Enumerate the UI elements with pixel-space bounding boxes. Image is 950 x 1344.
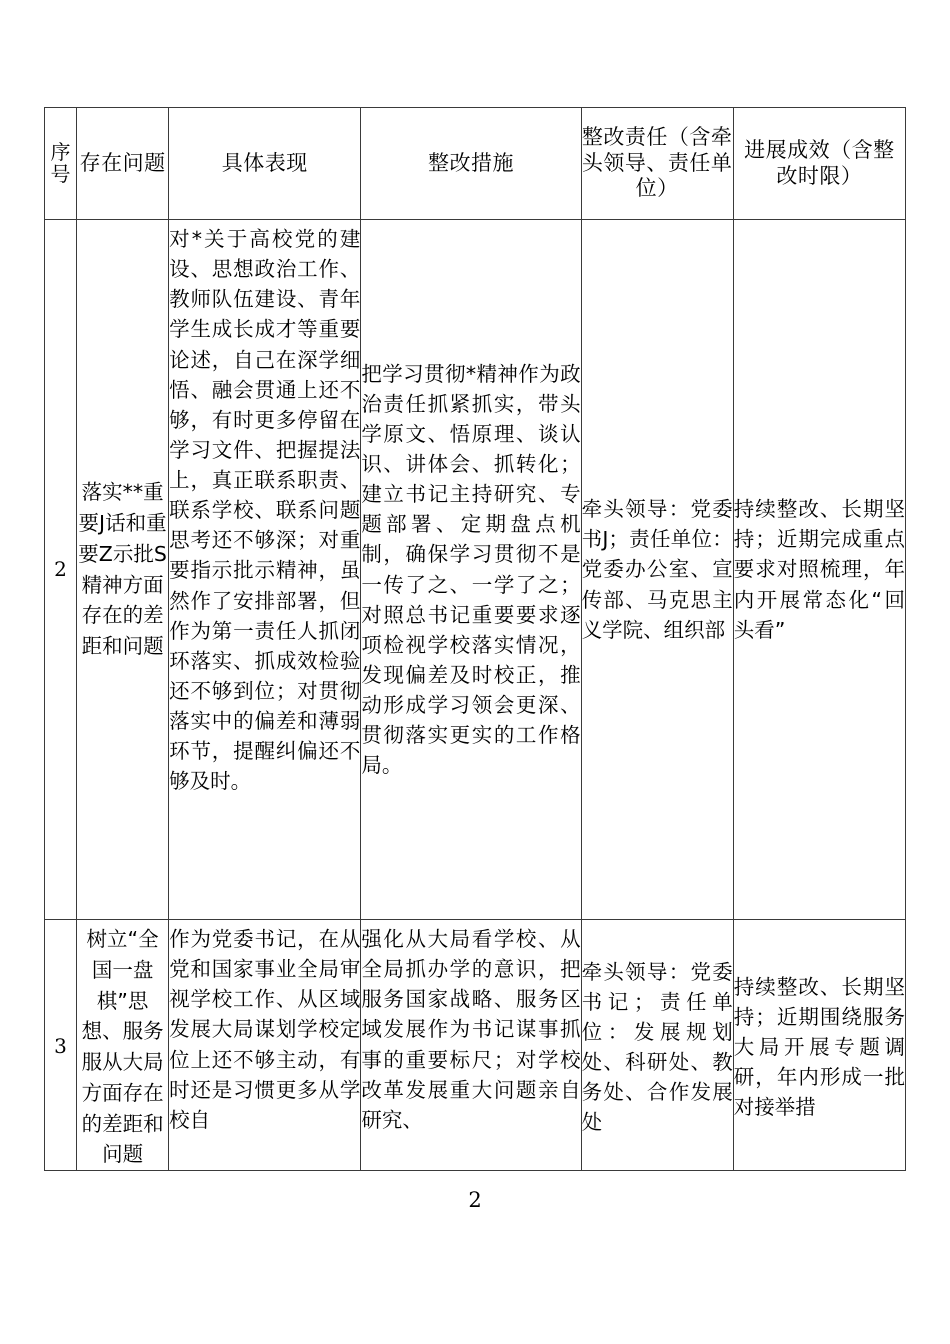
table-header-row	[45, 108, 906, 220]
row-measures: 强化从大局看学校、从全局抓办学的意识，把服务国家战略、服务区域发展作为书记谋事抓事的重要标尺；对学校改革发展重大问题亲自研究、	[361, 920, 581, 1171]
rectification-ledger-table-wrapper	[44, 107, 906, 1171]
column-header-manifestation: 具体表现	[169, 108, 361, 220]
row-responsibility: 牵头领导：党委书记；责任单位：发展规划处、科研处、教务处、合作发展处	[581, 920, 733, 1171]
table-row	[45, 920, 906, 1171]
rectification-ledger-table	[44, 107, 906, 1171]
column-header-sequence-label: 序号	[50, 139, 72, 186]
page-number: 2	[468, 1188, 482, 1212]
row-problem: 树立“全国一盘棋”思想、服务服从大局方面存在的差距和问题	[77, 920, 169, 1171]
column-header-problem: 存在问题	[77, 108, 169, 220]
row-measures: 把学习贯彻*精神作为政治责任抓紧抓实，带头学原文、悟原理、谈认识、讲体会、抓转化；建立书记主持研究、专题部署、定期盘点机制，确保学习贯彻不是一传了之、一学了之；对照总书记重要要求逐项检视学校落实情况，发现偏差及时校正，推动形成学习领会更深、贯彻落实更实的工作格局。	[361, 220, 581, 920]
row-sequence-number: 2	[45, 220, 77, 920]
column-header-responsibility: 整改责任（含牵头领导、责任单位）	[581, 108, 733, 220]
table-body	[45, 220, 906, 1171]
column-header-sequence	[45, 108, 77, 220]
row-responsibility: 牵头领导：党委书J；责任单位：党委办公室、宣传部、马克思主义学院、组织部	[581, 220, 733, 920]
table-header	[45, 108, 906, 220]
column-header-progress: 进展成效（含整改时限）	[733, 108, 905, 220]
row-sequence-number: 3	[45, 920, 77, 1171]
row-progress: 持续整改、长期坚持；近期围绕服务大局开展专题调研，年内形成一批对接举措	[733, 920, 905, 1171]
column-header-measures: 整改措施	[361, 108, 581, 220]
row-manifestation: 对*关于高校党的建设、思想政治工作、教师队伍建设、青年学生成长成才等重要论述，自己在深学细悟、融会贯通上还不够，有时更多停留在学习文件、把握提法上，真正联系职责、联系学校、联系问题思考还不够深；对重要指示批示精神，虽然作了安排部署，但作为第一责任人抓闭环落实、抓成效检验还不够到位；对贯彻落实中的偏差和薄弱环节，提醒纠偏还不够及时。	[169, 220, 361, 920]
row-problem: 落实**重要J话和重要Z示批S精神方面存在的差距和问题	[77, 220, 169, 920]
table-row	[45, 220, 906, 920]
row-manifestation: 作为党委书记，在从党和国家事业全局审视学校工作、从区域发展大局谋划学校定位上还不够主动，有时还是习惯更多从学校自	[169, 920, 361, 1171]
row-progress: 持续整改、长期坚持；近期完成重点要求对照梳理，年内开展常态化“回头看”	[733, 220, 905, 920]
